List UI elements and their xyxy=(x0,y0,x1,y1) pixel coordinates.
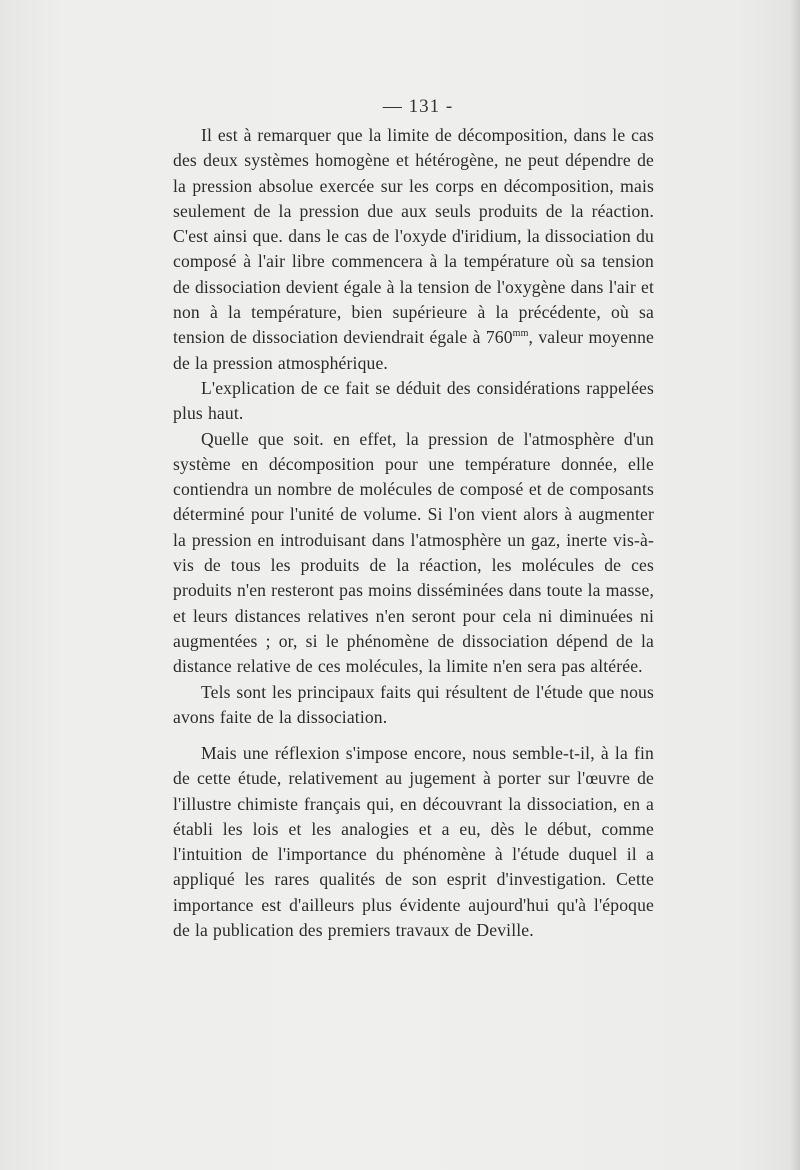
unit-superscript: mm xyxy=(512,328,529,340)
page-edge-shadow xyxy=(790,0,800,1170)
paragraph-1-tail: , valeur moyenne de la pression atmosphérique. xyxy=(173,327,655,373)
paragraph-3: Quelle que soit. en effet, la pression de l'atmosphère d'un système en décomposition pour une température donnée, elle contiendra un nombre de molécules de composé et de composants déterminé pour l'unité de volume. Si l'on vient alors à augmenter la pression en introduisant dans l'atmosphère un gaz, inerte vis-à-vis de tous les produits de la réaction, les molécules de ces produits n'en resteront pas moins disséminées dans toute la masse, et leurs distances relatives n'en seront pour cela ni diminuées ni augmentées ; or, si le phénomène de dissociation dépend de la distance relative de ces molécules, la limite n'en sera pas altérée. xyxy=(173,428,654,677)
paragraph-5: Mais une réflexion s'impose encore, nous semble-t-il, à la fin de cette étude, relativement au jugement à porter sur l'œuvre de l'illustre chimiste français qui, en découvrant la dissociation, en a établi les lois et les analogies et a eu, dès le début, comme l'intuition de l'importance du phénomène à l'étude duquel il a appliqué les rares qualités de son esprit d'investigation. Cette importance est d'ailleurs plus évidente aujourd'hui qu'à l'époque de la publication des premiers travaux de Deville. xyxy=(173,743,654,941)
main-text-block xyxy=(173,123,654,730)
paragraph-2: L'explication de ce fait se déduit des considérations rappelées plus haut. xyxy=(173,377,654,424)
paragraph-4: Tels sont les principaux faits qui résultent de l'étude que nous avons faite de la dissociation. xyxy=(173,681,654,727)
closing-text-block xyxy=(173,741,654,943)
page-number: — 131 - xyxy=(382,96,454,117)
paragraph-1-text: Il est à remarquer que la limite de décomposition, dans le cas des deux systèmes homogène et hétérogène, ne peut dépendre de la pression absolue exercée sur les corps en décomposition, mais seulement de la pression due aux seuls produits de la réaction. C'est ainsi que. dans le cas de l'oxyde d'iridium, la dissociation du composé à l'air libre commencera à la température où sa tension de dissociation devient égale à la tension de l'oxygène dans l'air et non à la température, bien supérieure à la précédente, où sa tension de dissociation deviendrait égale à 760 xyxy=(173,125,654,348)
paragraph-1 xyxy=(173,123,654,376)
